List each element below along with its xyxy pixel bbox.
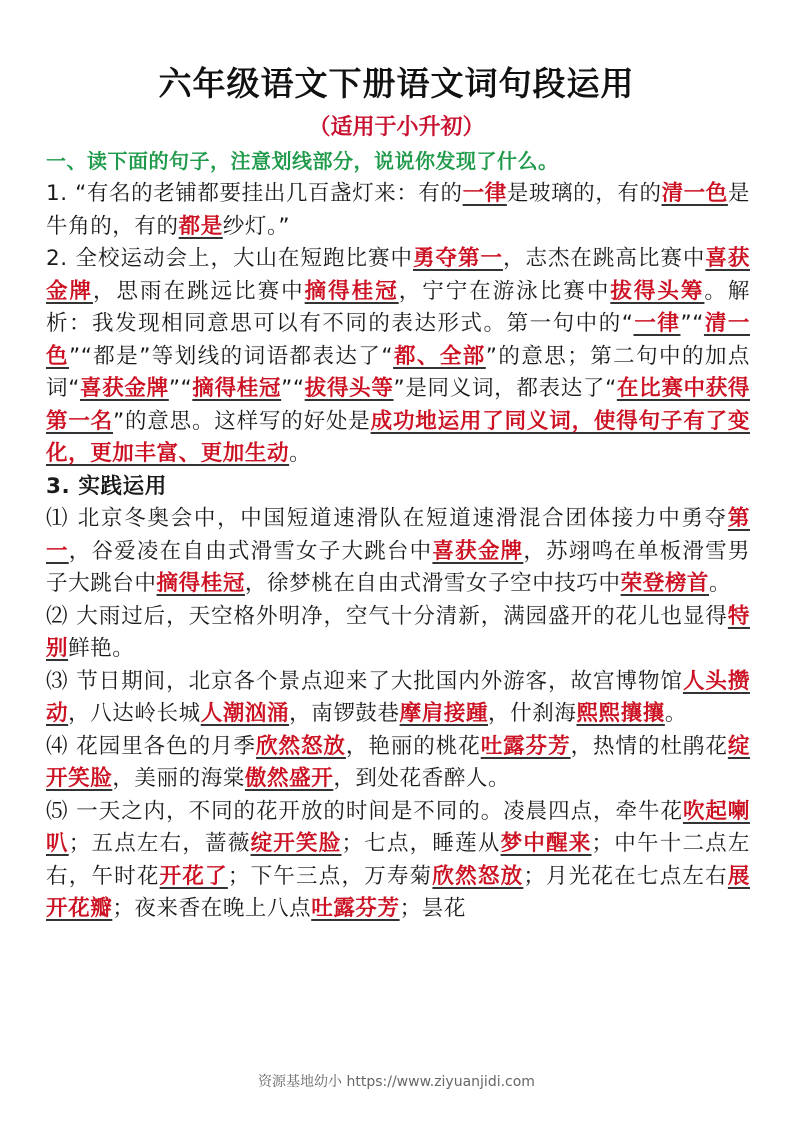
text-segment: ，宁宁在游泳比赛中: [398, 278, 611, 304]
highlighted-keyword: 欣然怒放: [432, 863, 524, 889]
text-segment: 。: [289, 441, 312, 466]
text-segment: ⑶ 节日期间，北京各个景点迎来了大批国内外游客，故宫博物馆: [46, 668, 683, 694]
highlighted-keyword: 吹起喇叭: [46, 798, 750, 856]
highlighted-keyword: 摩肩接踵: [399, 701, 489, 726]
highlighted-keyword: 清一色: [46, 311, 751, 369]
text-segment: ，到处花香醉人。: [333, 766, 511, 791]
text-segment: ”是同义词，都表达了“: [393, 376, 617, 401]
highlighted-keyword: 荣登榜首: [620, 571, 710, 596]
text-segment: ，徐梦桃在自由式滑雪女子空中技巧中: [244, 571, 621, 596]
text-segment: ，思雨在跳远比赛中: [93, 278, 305, 304]
highlighted-keyword: 勇夺第一: [412, 246, 503, 271]
text-segment: ”“都是”等划线的词语都表达了“: [68, 343, 394, 369]
text-segment: 2. 全校运动会上，大山在短跑比赛中: [46, 246, 413, 271]
sub-heading-practice: [46, 471, 750, 504]
text-segment: ，苏翊鸣在单板滑雪男子大跳台中: [46, 538, 750, 596]
highlighted-keyword: 喜获金牌: [79, 376, 169, 401]
text-segment: ⑷ 花园里各色的月季: [46, 733, 257, 759]
document-body: [46, 178, 750, 926]
text-segment: ⑸ 一天之内，不同的花开放的时间是不同的。凌晨四点，牵牛花: [46, 798, 683, 824]
highlighted-keyword: 清一色: [661, 181, 728, 206]
highlighted-keyword: 吐露芬芳: [480, 733, 571, 759]
highlighted-keyword: 傲然盛开: [244, 766, 334, 791]
highlighted-keyword: 人潮汹涌: [200, 701, 290, 726]
highlighted-keyword: 拔得头筹: [610, 278, 705, 304]
highlighted-keyword: 都是: [178, 213, 223, 239]
text-segment: ⑴ 北京冬奥会中，中国短道速滑队在短道速滑混合团体接力中勇夺: [46, 506, 728, 531]
text-segment: 。: [664, 701, 687, 726]
text-segment: ⑵ 大雨过后，天空格外明净，空气十分清新，满园盛开的花儿也显得: [46, 603, 728, 629]
text-segment: ，谷爱凌在自由式滑雪女子大跳台中: [68, 538, 433, 564]
highlighted-keyword: 梦中醒来: [500, 831, 592, 856]
highlighted-keyword: 摘得桂冠: [156, 571, 245, 596]
highlighted-keyword: 都、全部: [393, 343, 486, 369]
text-segment: ；夜来香在晚上八点: [112, 896, 312, 921]
text-segment: ；七点，睡莲从: [341, 831, 501, 856]
text-segment: ，艳丽的桃花: [345, 733, 481, 759]
text-segment: ”“: [281, 376, 305, 401]
text-segment: ”“: [168, 376, 193, 401]
highlighted-keyword: 欣然怒放: [256, 733, 346, 759]
highlighted-keyword: 拔得头等: [304, 376, 394, 401]
text-segment: 是牛角的，有的: [46, 181, 750, 239]
text-segment: 1. “有名的老铺都要挂出几百盏灯来：有的: [46, 181, 463, 206]
text-segment: ；中午十二点左右，午时花: [46, 831, 751, 889]
text-segment: ，什刹海: [488, 701, 577, 726]
highlighted-keyword: 展开花瓣: [46, 863, 750, 921]
footer-watermark: 资源基地幼小 https://www.ziyuanjidi.com: [258, 1074, 535, 1090]
document-subtitle: （适用于小升初）: [308, 115, 485, 140]
highlighted-keyword: 特别: [46, 603, 750, 661]
highlighted-keyword: 第一: [46, 506, 750, 564]
text-segment: 。: [709, 571, 732, 596]
highlighted-keyword: 吐露芬芳: [311, 896, 400, 921]
highlighted-keyword: 人头攒动: [46, 668, 750, 726]
paragraph-practice-5: [46, 796, 750, 926]
text-segment: ”的意思；第二句中的加点词“: [46, 343, 751, 401]
highlighted-keyword: 摘得桂冠: [192, 376, 282, 401]
highlighted-keyword: 绽开笑脸: [250, 831, 342, 856]
highlighted-keyword: 熙熙攘攘: [576, 701, 665, 726]
highlighted-keyword: 喜获金牌: [46, 246, 751, 304]
highlighted-keyword: 绽开笑脸: [46, 733, 750, 791]
paragraph-2: [46, 243, 750, 471]
text-segment: ，志杰在跳高比赛中: [502, 246, 706, 271]
highlighted-keyword: 成功地运用了同义词，使得句子有了变化，更加丰富、更加生动: [46, 408, 750, 466]
paragraph-practice-1: [46, 503, 750, 601]
paragraph-practice-3: [46, 666, 750, 731]
text-segment: 3. 实践运用: [46, 473, 167, 499]
paragraph-1: [46, 178, 750, 243]
highlighted-keyword: 喜获金牌: [432, 538, 524, 564]
highlighted-keyword: 开花了: [159, 863, 228, 889]
document-title: 六年级语文下册语文词句段运用: [158, 64, 635, 103]
highlighted-keyword: 在比赛中获得第一名: [46, 376, 751, 434]
text-segment: ；月光花在七点左右: [523, 863, 728, 889]
highlighted-keyword: 摘得桂冠: [304, 278, 399, 304]
section-heading: 一、读下面的句子，注意划线部分，说说你发现了什么。: [46, 149, 559, 173]
text-segment: ，美丽的海棠: [112, 766, 245, 791]
highlighted-keyword: 一律: [633, 311, 681, 336]
text-segment: ；下午三点，万寿菊: [227, 863, 433, 889]
paragraph-practice-2: [46, 601, 750, 666]
text-segment: 。解析：我发现相同意思可以有不同的表达形式。第一句中的“: [46, 278, 751, 336]
text-segment: ”的意思。这样写的好处是: [113, 408, 371, 434]
text-segment: 纱灯。”: [222, 213, 291, 239]
highlighted-keyword: 一律: [462, 181, 507, 206]
text-segment: 是玻璃的，有的: [506, 181, 662, 206]
text-segment: ”“: [680, 311, 704, 336]
text-segment: ；昙花: [399, 896, 466, 921]
text-segment: ，八达岭长城: [68, 701, 201, 726]
text-segment: 鲜艳。: [68, 636, 135, 661]
text-segment: ；五点左右，蔷薇: [68, 831, 251, 856]
text-segment: ，南锣鼓巷: [289, 701, 400, 726]
text-segment: ，热情的杜鹃花: [570, 733, 728, 759]
paragraph-practice-4: [46, 731, 750, 796]
